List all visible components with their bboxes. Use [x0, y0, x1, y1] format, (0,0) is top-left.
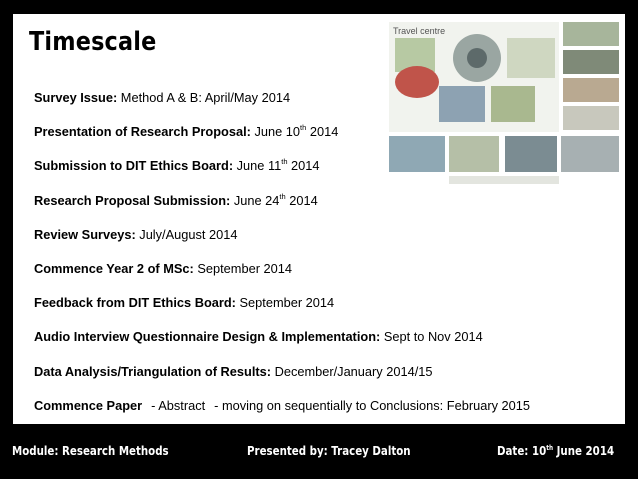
item-value: Sept to Nov 2014: [380, 329, 483, 345]
footer-date-text: Date: 10: [497, 443, 547, 458]
footer-date-year: June 2014: [553, 443, 615, 458]
timescale-item-presentation: [34, 123, 614, 157]
footer-date-sup: th: [546, 444, 554, 452]
footer-bar: [0, 443, 638, 467]
item-label: Research Proposal Submission:: [34, 192, 231, 208]
item-value: September 2014: [193, 260, 292, 276]
item-value-sup: th: [281, 157, 288, 167]
timescale-item-survey-issue: [34, 89, 614, 123]
timescale-item-review-surveys: [34, 226, 614, 260]
item-label: Survey Issue:: [34, 90, 118, 105]
item-value-year: 2014: [306, 124, 339, 140]
timescale-item-ethics-feedback: [34, 294, 614, 328]
item-label: Feedback from DIT Ethics Board:: [34, 295, 236, 311]
item-value-abstract: - Abstract: [151, 397, 206, 413]
item-label: Audio Interview Questionnaire Design & Implementation:: [34, 329, 381, 345]
timescale-item-proposal-submission: [34, 192, 614, 226]
footer-module: Module: Research Methods: [12, 443, 169, 458]
item-label: Submission to DIT Ethics Board:: [34, 158, 234, 174]
item-value: Method A & B: April/May 2014: [117, 90, 291, 105]
item-value: September 2014: [235, 295, 335, 311]
timescale-item-ethics-submission: [34, 157, 614, 191]
item-value: July/August 2014: [135, 226, 238, 242]
timescale-item-data-analysis: [34, 363, 614, 397]
timescale-list: [34, 89, 614, 431]
item-label: Commence Paper: [34, 397, 143, 413]
timescale-item-audio-interview: [34, 328, 614, 362]
item-value: June 11: [233, 158, 282, 174]
collage-caption: Travel centre: [393, 26, 446, 36]
footer-presenter: Presented by: Tracey Dalton: [247, 443, 411, 458]
item-value-year: 2014: [285, 192, 318, 208]
footer-date: [497, 443, 614, 458]
item-value: June 24: [230, 192, 280, 208]
item-value-sup: th: [300, 123, 307, 133]
slide-title: Timescale: [29, 27, 157, 57]
timescale-item-commence-paper: [34, 397, 614, 431]
item-label: Presentation of Research Proposal:: [34, 124, 251, 140]
item-label: Data Analysis/Triangulation of Results:: [34, 363, 272, 379]
item-value: December/January 2014/15: [271, 363, 433, 379]
slide: [13, 14, 625, 424]
item-value-year: 2014: [287, 158, 320, 174]
item-value-sup: th: [279, 191, 286, 201]
timescale-item-year-2: [34, 260, 614, 294]
item-value-sequence: - moving on sequentially to Conclusions: February 2015: [214, 397, 531, 413]
item-value: June 10: [250, 124, 301, 140]
item-label: Review Surveys:: [34, 226, 136, 242]
item-label: Commence Year 2 of MSc:: [34, 260, 194, 276]
